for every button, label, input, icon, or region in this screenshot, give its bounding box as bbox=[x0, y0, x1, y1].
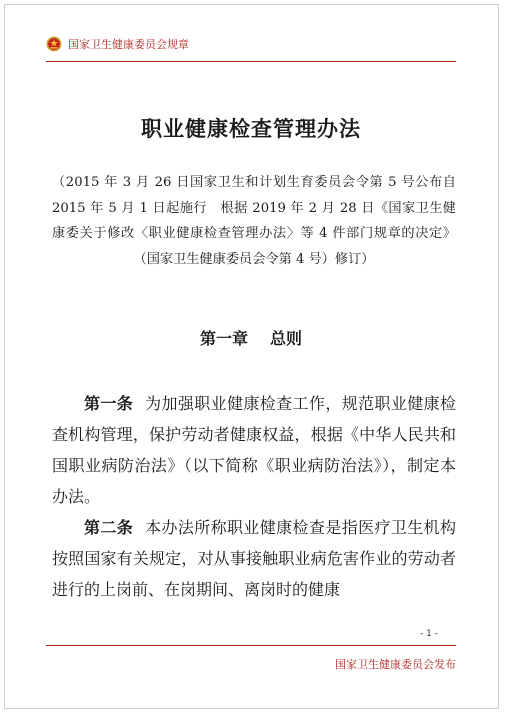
header-org-name: 国家卫生健康委员会规章 bbox=[68, 38, 189, 51]
article-label: 第一条 bbox=[84, 394, 134, 413]
document-title: 职业健康检查管理办法 bbox=[141, 117, 361, 141]
article-text: 本办法所称职业健康检查是指医疗卫生机构按照国家有关规定，对从事接触职业病危害作业的劳动者进行的上岗前、在岗期间、离岗时的健康 bbox=[52, 518, 456, 599]
page-number: - 1 - bbox=[420, 629, 438, 639]
chapter-heading bbox=[46, 326, 456, 349]
chapter-number: 第一章 bbox=[199, 329, 248, 348]
document-subtitle: （2015 年 3 月 26 日国家卫生和计划生育委员会令第 5 号公布自 2015 年 5 月 1 日起施行 根据 2019 年 2 月 28 日《国家卫生健康委关于修改〈职业健康检查管理办法〉等 4 件部门规章的决定》（国家卫生健康委员会令第 4 号）修订） bbox=[52, 175, 456, 268]
page-header bbox=[46, 32, 189, 56]
article-label: 第二条 bbox=[84, 518, 134, 537]
footer-publisher: 国家卫生健康委员会发布 bbox=[335, 658, 456, 671]
chapter-name: 总则 bbox=[270, 329, 303, 348]
footer-divider bbox=[46, 645, 456, 646]
header-divider bbox=[46, 61, 456, 62]
article-paragraph bbox=[52, 512, 456, 605]
article-text: 为加强职业健康检查工作，规范职业健康检查机构管理，保护劳动者健康权益，根据《中华人民共和国职业病防治法》（以下简称《职业病防治法》），制定本办法。 bbox=[52, 394, 456, 506]
national-emblem-icon bbox=[46, 36, 62, 52]
article-paragraph bbox=[52, 388, 456, 512]
